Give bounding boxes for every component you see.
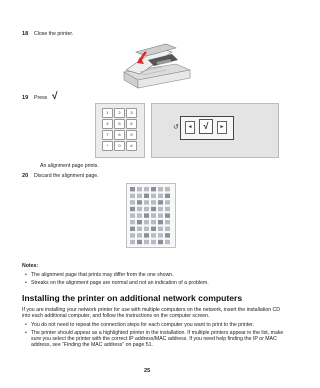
- alignment-block: [130, 240, 135, 244]
- note-item: The alignment page that prints may differ from the one shown.: [31, 272, 174, 278]
- keypad-key: 7: [102, 130, 113, 140]
- alignment-block: [137, 187, 142, 191]
- alignment-block: [165, 213, 170, 217]
- alignment-block: [165, 233, 170, 237]
- alignment-block: [165, 207, 170, 211]
- alignment-block: [130, 220, 135, 224]
- keypad-key: 4: [102, 119, 113, 129]
- alignment-block: [151, 194, 156, 198]
- alignment-block: [137, 220, 142, 224]
- bullet-icon: •: [25, 280, 27, 286]
- keypad-key: *: [102, 141, 113, 151]
- alignment-block: [130, 200, 135, 204]
- alignment-block: [137, 207, 142, 211]
- alignment-block: [137, 240, 142, 244]
- bullet-line: The printer should appear as a highlighted printer in the installation. If multiple printers appear in the list, make: [31, 330, 284, 336]
- keypad-key: 0: [114, 141, 125, 151]
- alignment-block: [137, 194, 142, 198]
- alignment-block: [130, 213, 135, 217]
- section-heading: Installing the printer on additional network computers: [22, 293, 243, 303]
- step-19-number: 19: [22, 95, 29, 101]
- alignment-block: [158, 227, 163, 231]
- keypad-key: 2: [114, 108, 125, 118]
- alignment-block: [158, 207, 163, 211]
- step-18-text: Close the printer.: [34, 31, 74, 37]
- alignment-block: [137, 213, 142, 217]
- select-check-button: √: [199, 119, 213, 134]
- alignment-block: [151, 233, 156, 237]
- right-arrow-button: ►: [217, 121, 227, 134]
- alignment-block: [130, 233, 135, 237]
- alignment-block: [144, 200, 149, 204]
- step-19-result: An alignment page prints.: [40, 163, 99, 169]
- printer-illustration: [118, 42, 194, 90]
- alignment-block: [151, 200, 156, 204]
- bullet-icon: •: [25, 322, 27, 328]
- alignment-block: [165, 220, 170, 224]
- bullet-line: sure you select the printer with the correct IP address/MAC address. If you need help finding the IP or MAC: [31, 336, 277, 342]
- left-arrow-button: ◄: [185, 121, 195, 134]
- keypad-key: 8: [114, 130, 125, 140]
- back-icon: ↺: [173, 124, 179, 131]
- alignment-block: [158, 240, 163, 244]
- check-icon: √: [52, 91, 58, 102]
- keypad-key: 5: [114, 119, 125, 129]
- alignment-block: [130, 227, 135, 231]
- alignment-block: [151, 187, 156, 191]
- alignment-block: [130, 194, 135, 198]
- alignment-block: [144, 213, 149, 217]
- alignment-block: [151, 240, 156, 244]
- alignment-block: [158, 213, 163, 217]
- alignment-block: [144, 187, 149, 191]
- alignment-block: [144, 220, 149, 224]
- page-number: 25: [144, 368, 151, 374]
- bullet-line: You do not need to repeat the connection steps for each computer you want to print to the printer.: [31, 322, 255, 328]
- alignment-block: [137, 233, 142, 237]
- step-18-number: 18: [22, 31, 29, 37]
- keypad-key: 3: [126, 108, 137, 118]
- alignment-block: [158, 220, 163, 224]
- alignment-block: [158, 200, 163, 204]
- alignment-block: [151, 227, 156, 231]
- alignment-block: [158, 194, 163, 198]
- alignment-block: [137, 227, 142, 231]
- bullet-icon: •: [25, 330, 27, 336]
- alignment-block: [158, 233, 163, 237]
- alignment-page-illustration: [126, 183, 176, 248]
- alignment-block: [130, 187, 135, 191]
- step-20-number: 20: [22, 173, 29, 179]
- keypad-key: #: [126, 141, 137, 151]
- bullet-line: address, see “Finding the MAC address” on page 51.: [31, 342, 153, 348]
- alignment-block: [151, 220, 156, 224]
- alignment-block: [165, 187, 170, 191]
- keypad-key: 1: [102, 108, 113, 118]
- alignment-block: [137, 200, 142, 204]
- step-20-text: Discard the alignment page.: [34, 173, 99, 179]
- alignment-block: [165, 227, 170, 231]
- alignment-block: [144, 227, 149, 231]
- alignment-block: [158, 187, 163, 191]
- alignment-block: [151, 213, 156, 217]
- alignment-block: [144, 207, 149, 211]
- paragraph-line: If you are installing your network printer for use with multiple computers on the network, insert the installation CD: [22, 307, 281, 313]
- bullet-icon: •: [25, 272, 27, 278]
- alignment-block: [144, 233, 149, 237]
- alignment-block: [165, 200, 170, 204]
- note-item: Streaks on the alignment page are normal and not an indication of a problem.: [31, 280, 209, 286]
- alignment-block: [144, 240, 149, 244]
- paragraph-line: into each additional computer, and follow the instructions on the computer screen.: [22, 313, 210, 319]
- alignment-block: [130, 207, 135, 211]
- alignment-block: [165, 194, 170, 198]
- notes-label: Notes:: [22, 263, 39, 269]
- alignment-block: [151, 207, 156, 211]
- step-19-text: Press: [34, 95, 48, 101]
- keypad-key: 9: [126, 130, 137, 140]
- keypad-key: 6: [126, 119, 137, 129]
- alignment-block: [144, 194, 149, 198]
- alignment-block: [165, 240, 170, 244]
